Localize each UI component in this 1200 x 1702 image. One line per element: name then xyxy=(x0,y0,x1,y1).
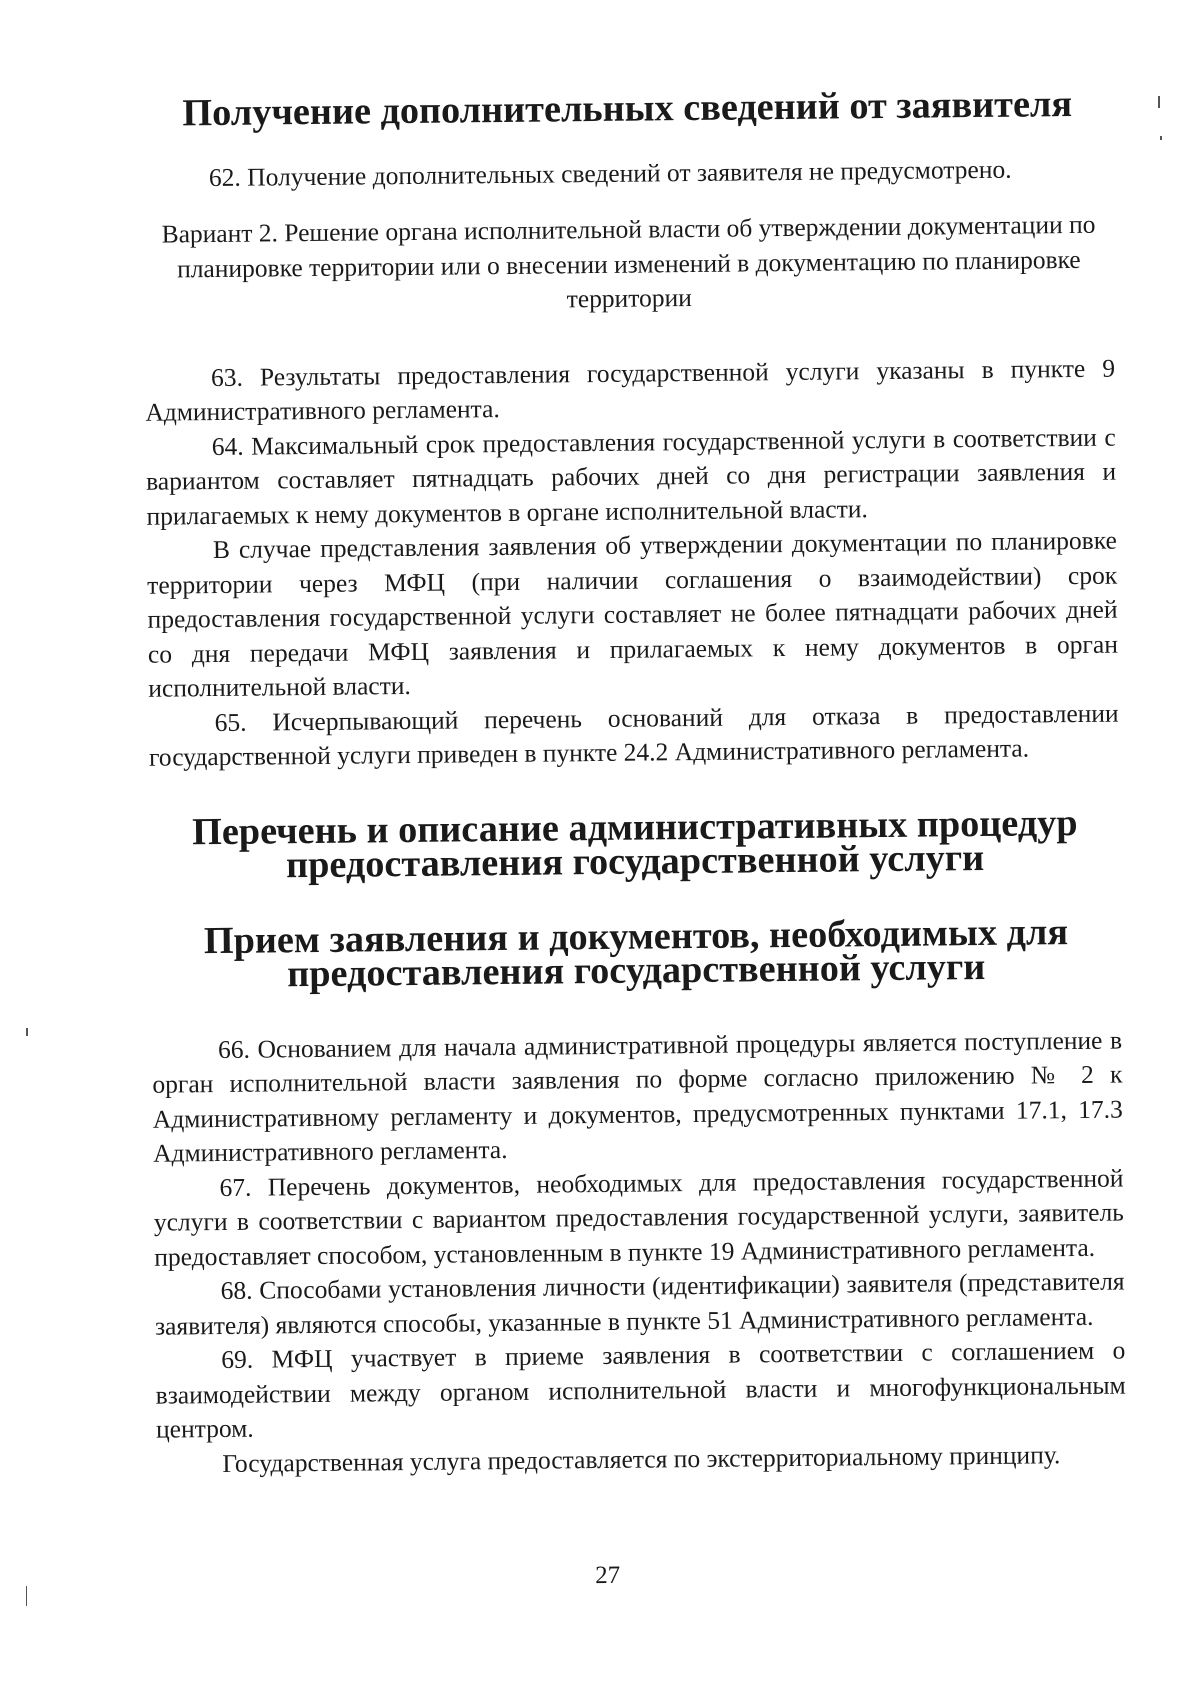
paragraph-64-mfc: В случае представления заявления об утверждении документации по планировке территории через МФЦ (при наличии соглашения о взаимодействии) срок предоставления государственной услуги составляет не более пятнадцати рабочих дней со дня передачи МФЦ заявления и прилагаемых к нему документов в орган исполнительной власти. xyxy=(147,525,1119,703)
paragraph-66: 66. Основанием для начала административной процедуры является поступление в орган исполнительной власти заявления по форме согласно приложению № 2 к Административному регламенту и документов, предусмотренных пунктами 17.1, 17.3 Административного регламента. xyxy=(152,1025,1123,1168)
paragraph-69-extraterritorial: Государственная услуга предоставляется по экстерриториальному принципу. xyxy=(222,1439,1061,1478)
document-body xyxy=(142,83,1126,1482)
heading-procedures: Перечень и описание административных процедур предоставления государственной услуги xyxy=(191,801,1078,887)
paragraph-67: 67. Перечень документов, необходимых для предоставления государственной услуги в соответствии с вариантом предоставления государственной услуги, заявитель предоставляет способом, установленным в пункте 19 Административного регламента. xyxy=(153,1163,1124,1272)
paragraph-69: 69. МФЦ участвует в приеме заявления в соответствии с соглашением о взаимодействии между органом исполнительной власти и многофункциональным центром. xyxy=(155,1335,1126,1444)
heading-reception: Прием заявления и документов, необходимых для предоставления государственной услуги xyxy=(203,910,1069,996)
paragraph-64: 64. Максимальный срок предоставления государственной услуги в соответствии с вариантом составляет пятнадцать рабочих дней со дня регистрации заявления и прилагаемых к нему документов в органе исполнительной власти. xyxy=(145,422,1117,531)
heading-additional-info: Получение дополнительных сведений от заявителя xyxy=(182,83,1073,135)
paragraph-62: 62. Получение дополнительных сведений от заявителя не предусмотрено. xyxy=(208,154,1012,192)
paragraph-63: 63. Результаты предоставления государственной услуги указаны в пункте 9 Административного регламента. xyxy=(145,353,1116,427)
variant-2-title: Вариант 2. Решение органа исполнительной власти об утверждении документации по планировке территории или о внесении изменений в документацию по планировке территории xyxy=(161,209,1096,314)
paragraph-65: 65. Исчерпывающий перечень оснований для отказа в предоставлении государственной услуги приведен в пункте 24.2 Административного регламента. xyxy=(148,698,1119,772)
scan-artifact xyxy=(26,1028,28,1036)
paragraph-68: 68. Способами установления личности (идентификации) заявителя (представителя заявителя) являются способы, указанные в пункте 51 Административного регламента. xyxy=(154,1266,1125,1341)
page-number: 27 xyxy=(594,1561,621,1590)
scan-artifact xyxy=(1158,96,1160,108)
scan-artifact xyxy=(1160,136,1162,140)
scan-artifact xyxy=(26,1586,27,1606)
